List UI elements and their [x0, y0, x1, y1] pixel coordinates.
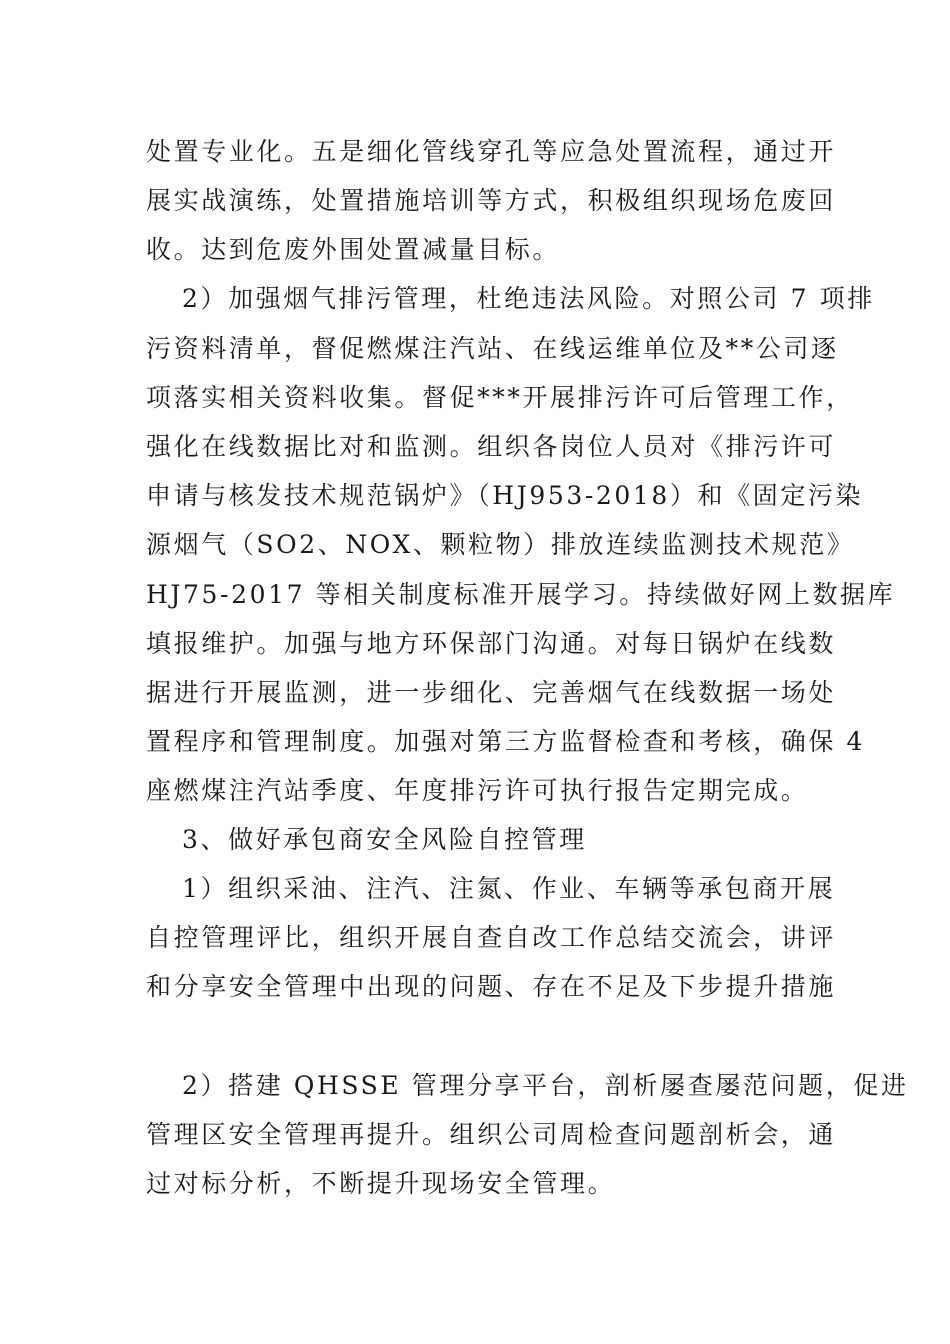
- paragraph-line: 收。达到危废外围处置减量目标。: [146, 235, 561, 264]
- paragraph-line: 1）组织采油、注汽、注氮、作业、车辆等承包商开展: [182, 874, 836, 903]
- paragraph-line: 源烟气（SO2、NOX、颗粒物）排放连续监测技术规范》: [146, 530, 855, 559]
- paragraph-line: 展实战演练，处置措施培训等方式，积极组织现场危废回: [146, 186, 837, 215]
- paragraph-line: 项落实相关资料收集。督促***开展排污许可后管理工作，: [146, 383, 854, 412]
- paragraph-line: 和分享安全管理中出现的问题、存在不足及下步提升措施: [146, 972, 837, 1001]
- paragraph-line: 填报维护。加强与地方环保部门沟通。对每日锅炉在线数: [146, 629, 837, 658]
- paragraph-line: 过对标分析，不断提升现场安全管理。: [146, 1169, 616, 1198]
- section-heading: 3、做好承包商安全风险自控管理: [182, 825, 587, 854]
- paragraph-line: 据进行开展监测，进一步细化、完善烟气在线数据一场处: [146, 678, 837, 707]
- paragraph-line: 处置专业化。五是细化管线穿孔等应急处置流程，通过开: [146, 137, 837, 166]
- paragraph-line: 强化在线数据比对和监测。组织各岗位人员对《排污许可: [146, 432, 837, 461]
- paragraph-line: HJ75-2017 等相关制度标准开展学习。持续做好网上数据库: [146, 580, 896, 609]
- paragraph-line: 座燃煤注汽站季度、年度排污许可执行报告定期完成。: [146, 776, 809, 805]
- paragraph-line: 2）加强烟气排污管理，杜绝违法风险。对照公司 7 项排: [182, 284, 875, 313]
- paragraph-line: 置程序和管理制度。加强对第三方监督检查和考核，确保 4: [146, 727, 866, 756]
- paragraph-line: 2）搭建 QHSSE 管理分享平台，剖析屡查屡范问题，促进: [182, 1071, 909, 1100]
- paragraph-line: 申请与核发技术规范锅炉》（HJ953-2018）和《固定污染: [146, 481, 864, 510]
- paragraph-line: 污资料清单，督促燃煤注汽站、在线运维单位及**公司逐: [146, 334, 839, 363]
- paragraph-line: 管理区安全管理再提升。组织公司周检查问题剖析会，通: [146, 1120, 837, 1149]
- paragraph-line: 自控管理评比，组织开展自查自改工作总结交流会，讲评: [146, 923, 837, 952]
